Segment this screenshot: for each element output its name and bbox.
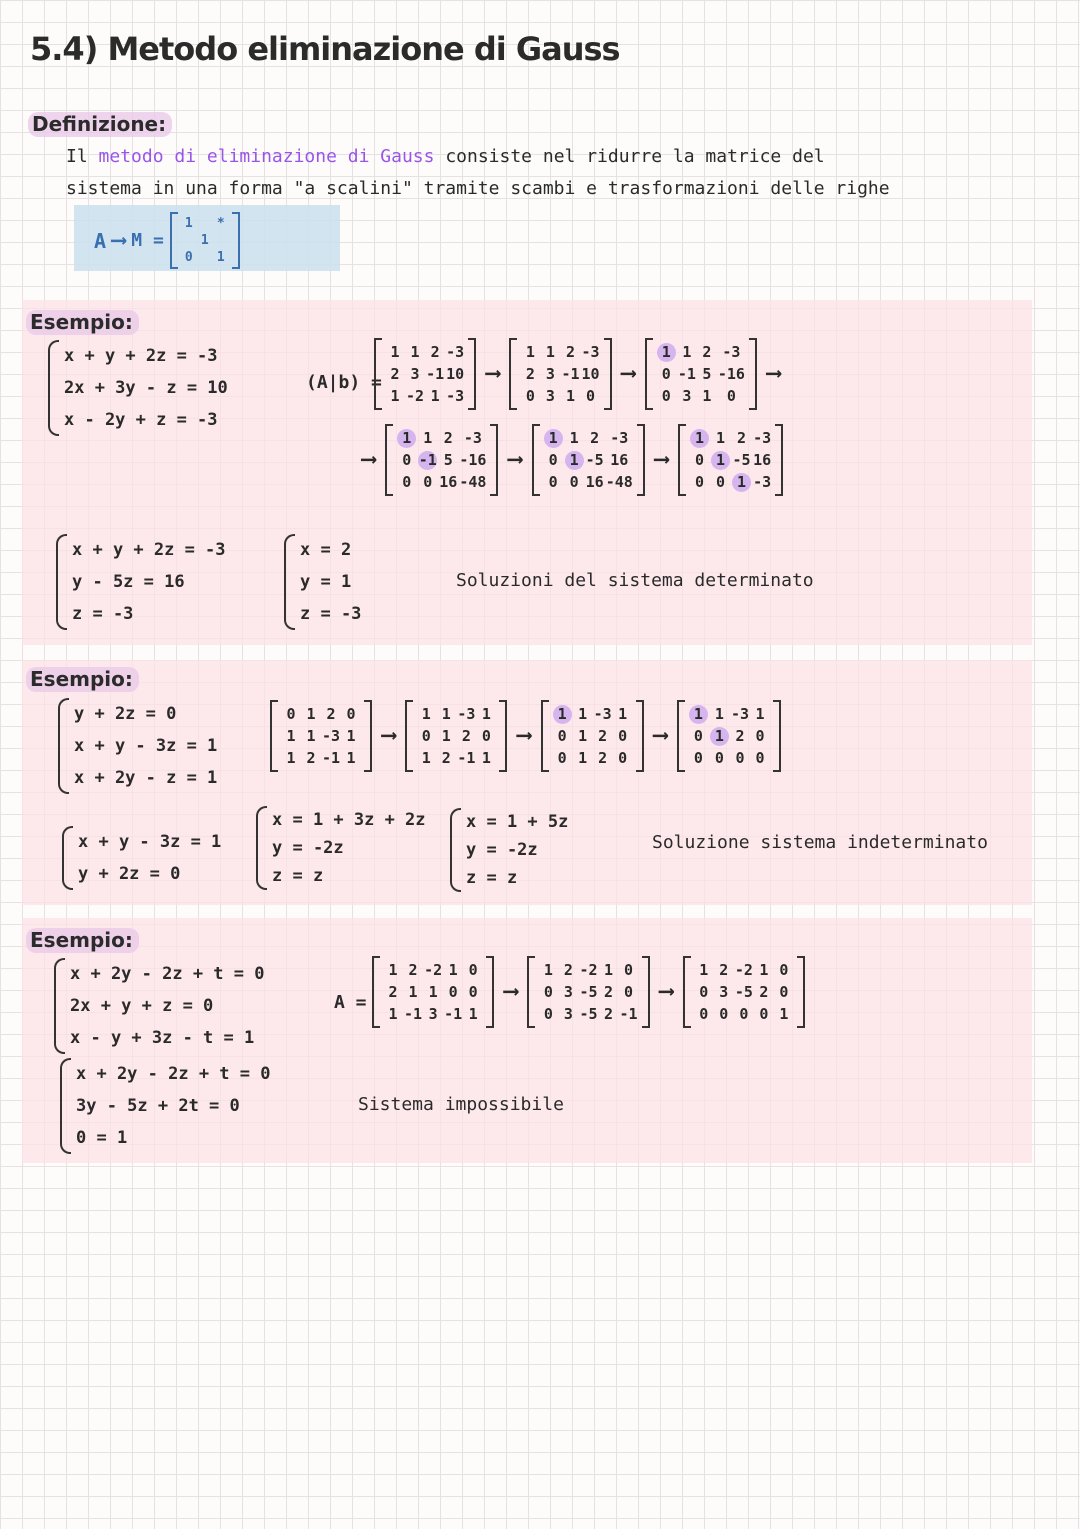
- example-2-matrix-1: [270, 700, 372, 772]
- matrix-bracket-right: [499, 700, 507, 772]
- matrix-cell: 0: [779, 961, 789, 979]
- matrix-cell: -3: [722, 343, 741, 361]
- matrix-cell: 1: [711, 449, 730, 471]
- matrix-cell: 1: [421, 705, 431, 723]
- example-2-matrix-4: [677, 700, 781, 772]
- matrix-cell: 1: [569, 429, 579, 447]
- example-2-param-system: [256, 806, 426, 890]
- matrix-cell: 0: [557, 749, 567, 767]
- equation: y = 1: [300, 572, 352, 592]
- matrix-cell: 0: [548, 451, 558, 469]
- example-2-matrix-2: [405, 700, 507, 772]
- equation: x - y + 3z - t = 1: [70, 1028, 255, 1048]
- matrix-cell: 0: [468, 983, 478, 1001]
- matrix-cell: -48: [605, 473, 633, 491]
- matrix-cell: 1: [410, 343, 420, 361]
- example-3-matrix-2: [527, 956, 649, 1028]
- matrix-cell: 16: [585, 473, 604, 491]
- matrix-cell: 1: [346, 727, 356, 745]
- matrix-cell: 0: [543, 983, 553, 1001]
- matrix-cell: 0: [755, 727, 765, 745]
- matrix-cell: 3: [682, 387, 692, 405]
- matrix-cell: -3: [463, 429, 482, 447]
- equation: x - 2y + z = -3: [64, 410, 218, 430]
- matrix-cell: -1: [426, 365, 445, 383]
- matrix-cell: -3: [593, 705, 612, 723]
- step-arrow: ⟶: [654, 447, 669, 472]
- step-arrow: ⟶: [382, 723, 396, 748]
- matrix-cell: 1: [397, 427, 416, 449]
- matrix-cell: 1: [408, 983, 418, 1001]
- schema-matrix: [170, 212, 240, 269]
- example-1-matrix-2: [509, 338, 611, 410]
- matrix-cell: 1: [306, 705, 316, 723]
- matrix-cell: 1: [441, 705, 451, 723]
- matrix-cell: -1: [322, 749, 341, 767]
- matrix-cell: 0: [557, 727, 567, 745]
- matrix-cell: 0: [726, 387, 736, 405]
- matrix-bracket-left: [509, 338, 517, 410]
- equation: y = -2z: [466, 840, 538, 860]
- matrix-cell: 0: [695, 473, 705, 491]
- matrix-cell: 0: [402, 451, 412, 469]
- matrix-cell: 1: [690, 427, 709, 449]
- matrix-cell: 0: [421, 727, 431, 745]
- matrix-bracket-left: [683, 956, 691, 1028]
- schema-m: M =: [131, 230, 164, 251]
- equation: y = -2z: [272, 838, 344, 858]
- matrix-cell: 0: [759, 1005, 769, 1023]
- matrix-cell: 0: [735, 749, 745, 767]
- example-1-solution: [284, 534, 361, 630]
- example-1-system: [48, 340, 228, 436]
- schema-a: A: [94, 228, 107, 253]
- matrix-cell: 2: [563, 961, 573, 979]
- matrix-cell: 3: [719, 983, 729, 1001]
- matrix-cell: 0: [714, 749, 724, 767]
- matrix-cell: 0: [346, 705, 356, 723]
- matrix-cell: 0: [693, 727, 703, 745]
- matrix-cell: 1: [184, 215, 193, 231]
- system-brace: [56, 534, 67, 630]
- system-brace: [62, 826, 73, 890]
- step-arrow: ⟶: [517, 723, 531, 748]
- matrix-cell: 0: [586, 387, 596, 405]
- matrix-bracket-left: [270, 700, 278, 772]
- matrix-cell: 3: [545, 387, 555, 405]
- system-brace: [54, 958, 65, 1054]
- matrix-cell: 0: [448, 983, 458, 1001]
- matrix-cell: 1: [565, 387, 575, 405]
- matrix-cell: -3: [581, 343, 600, 361]
- equation: 2x + 3y - z = 10: [64, 378, 228, 398]
- matrix-cell: 2: [388, 983, 398, 1001]
- matrix-cell: 2: [603, 983, 614, 1001]
- matrix-cell: 1: [755, 705, 765, 723]
- matrix-cell: 1: [390, 343, 400, 361]
- equation: x + y + 2z = -3: [72, 540, 226, 560]
- matrix-cell: -5: [732, 451, 751, 469]
- matrix-cell: 2: [598, 727, 608, 745]
- matrix-cell: 5: [702, 365, 712, 383]
- matrix-cell: 1: [716, 429, 726, 447]
- example-2-matrix-3: [541, 700, 644, 772]
- example-1-reduced-system: [56, 534, 226, 630]
- definition-line-2: sistema in una forma "a scalini" tramite scambi e trasformazioni delle righe: [66, 178, 890, 199]
- matrix-cell: 1: [441, 727, 451, 745]
- matrix-cell: -1: [418, 451, 437, 469]
- equation: z = z: [272, 866, 324, 886]
- matrix-cell: 2: [565, 343, 575, 361]
- example-1-matrix-4: [385, 424, 498, 496]
- matrix-cell: -5: [585, 451, 604, 469]
- matrix-cell: 2: [719, 961, 729, 979]
- matrix-cell: 1: [428, 983, 438, 1001]
- matrix-cell: 1: [689, 703, 708, 725]
- matrix-cell: 2: [461, 727, 471, 745]
- example-1-aug-label: (A|b) =: [306, 372, 382, 393]
- matrix-cell: 0: [618, 727, 628, 745]
- matrix-bracket-left: [532, 424, 540, 496]
- matrix-cell: 2: [735, 727, 745, 745]
- equation: x + y - 3z = 1: [74, 736, 218, 756]
- equation: x + y + 2z = -3: [64, 346, 218, 366]
- example-1-matrix-3: [645, 338, 757, 410]
- matrix-cell: 2: [737, 429, 747, 447]
- matrix-cell: -3: [610, 429, 629, 447]
- example-2-reduced-system: [62, 826, 221, 890]
- matrix-cell: 1: [481, 705, 491, 723]
- matrix-cell: 1: [346, 749, 356, 767]
- matrix-cell: -3: [446, 343, 465, 361]
- matrix-cell: 10: [581, 365, 600, 383]
- matrix-cell: 1: [578, 727, 588, 745]
- equation: 3y - 5z + 2t = 0: [76, 1096, 240, 1116]
- matrix-cell: -1: [677, 365, 696, 383]
- matrix-bracket-left: [405, 700, 413, 772]
- matrix-cell: -5: [579, 1005, 598, 1023]
- matrix-cell: 0: [779, 983, 789, 1001]
- matrix-cell: 1: [545, 343, 555, 361]
- definition-line-1: [66, 146, 825, 167]
- system-brace: [256, 806, 267, 890]
- matrix-cell: 1: [714, 705, 724, 723]
- example-3-heading: Esempio:: [26, 928, 139, 953]
- matrix-cell: [182, 232, 196, 249]
- matrix-cell: 0: [719, 1005, 729, 1023]
- matrix-cell: 0: [423, 473, 433, 491]
- example-3-system: [54, 958, 264, 1054]
- equation: y - 5z = 16: [72, 572, 185, 592]
- matrix-bracket-right: [468, 338, 476, 410]
- example-3-matrix-1: [372, 956, 494, 1028]
- matrix-cell: 0: [481, 727, 491, 745]
- example-1-row-1: [374, 338, 780, 410]
- system-brace: [48, 340, 59, 436]
- matrix-cell: 0: [468, 961, 478, 979]
- matrix-cell: -1: [457, 749, 476, 767]
- matrix-cell: 1: [423, 429, 433, 447]
- matrix-cell: 1: [657, 341, 676, 363]
- matrix-cell: 10: [446, 365, 465, 383]
- matrix-cell: -2: [734, 961, 753, 979]
- matrix-bracket-right: [636, 700, 644, 772]
- matrix-cell: [198, 249, 212, 266]
- matrix-cell: -1: [561, 365, 580, 383]
- example-2-system: [58, 698, 217, 794]
- matrix-cell: 0: [184, 249, 193, 265]
- example-3-row: [372, 956, 805, 1028]
- matrix-cell: 0: [402, 473, 412, 491]
- matrix-cell: 3: [428, 1005, 438, 1023]
- definition-rest: consiste nel ridurre la matrice del: [445, 146, 825, 167]
- matrix-bracket-right: [749, 338, 757, 410]
- matrix-bracket-left: [677, 700, 685, 772]
- page-title: 5.4) Metodo eliminazione di Gauss: [30, 30, 620, 68]
- equation: z = -3: [300, 604, 362, 624]
- matrix-cell: 1: [525, 343, 535, 361]
- matrix-cell: 2: [430, 343, 440, 361]
- matrix-cell: 1: [306, 727, 316, 745]
- matrix-cell: 0: [699, 983, 709, 1001]
- definition-schema: [94, 212, 240, 269]
- equation: 2x + y + z = 0: [70, 996, 214, 1016]
- matrix-cell: -5: [734, 983, 753, 1001]
- matrix-cell: 0: [693, 749, 703, 767]
- step-arrow: ⟶: [621, 361, 635, 386]
- matrix-cell: 1: [732, 471, 751, 493]
- system-brace: [284, 534, 295, 630]
- matrix-cell: 3: [410, 365, 420, 383]
- matrix-cell: 2: [408, 961, 418, 979]
- matrix-cell: 16: [753, 451, 772, 469]
- matrix-bracket-left: [527, 956, 535, 1028]
- matrix-cell: 3: [563, 1005, 573, 1023]
- example-2-solution: [450, 808, 568, 892]
- step-arrow: ⟶: [486, 361, 500, 386]
- matrix-bracket-right: [604, 338, 612, 410]
- matrix-cell: 1: [543, 961, 553, 979]
- matrix-cell: 0: [548, 473, 558, 491]
- example-1-matrix-1: [374, 338, 476, 410]
- matrix-cell: -1: [404, 1005, 423, 1023]
- step-arrow: ⟶: [766, 361, 781, 386]
- matrix-cell: 2: [525, 365, 535, 383]
- matrix-bracket-left: [645, 338, 653, 410]
- equation: z = -3: [72, 604, 134, 624]
- matrix-cell: 0: [286, 705, 296, 723]
- example-2-note: Soluzione sistema indeterminato: [652, 832, 988, 853]
- matrix-cell: 5: [443, 451, 453, 469]
- matrix-cell: -3: [753, 473, 772, 491]
- matrix-cell: 0: [755, 749, 765, 767]
- matrix-cell: 2: [702, 343, 712, 361]
- matrix-cell: 1: [553, 703, 572, 725]
- matrix-cell: -48: [459, 473, 487, 491]
- matrix-cell: 2: [759, 983, 769, 1001]
- matrix-bracket-left: [385, 424, 393, 496]
- matrix-cell: 1: [578, 705, 588, 723]
- example-3-matrix-label: A =: [334, 992, 367, 1013]
- matrix-cell: 1: [699, 961, 709, 979]
- step-arrow: ⟶: [653, 723, 667, 748]
- matrix-bracket-left: [541, 700, 549, 772]
- matrix-bracket-right: [797, 956, 805, 1028]
- matrix-cell: 0: [699, 1005, 709, 1023]
- equation: z = z: [466, 868, 518, 888]
- matrix-cell: 1: [618, 705, 628, 723]
- matrix-cell: 1: [388, 961, 398, 979]
- equation: x = 1 + 3z + 2z: [272, 810, 426, 830]
- matrix-bracket-right: [486, 956, 494, 1028]
- step-arrow: ⟶: [362, 447, 376, 472]
- matrix-cell: 1: [286, 727, 296, 745]
- matrix-bracket-left: [170, 212, 178, 269]
- matrix-bracket-left: [374, 338, 382, 410]
- matrix-cell: 0: [695, 451, 705, 469]
- matrix-bracket-right: [642, 956, 650, 1028]
- step-arrow: ⟶: [659, 979, 673, 1004]
- matrix-cell: 2: [443, 429, 453, 447]
- equation: y + 2z = 0: [74, 704, 177, 724]
- matrix-cell: -2: [406, 387, 425, 405]
- matrix-cell: 0: [569, 473, 579, 491]
- matrix-cell: 2: [326, 705, 336, 723]
- matrix-cell: 1: [565, 449, 584, 471]
- matrix-bracket-right: [232, 212, 240, 269]
- matrix-cell: 0: [716, 473, 726, 491]
- matrix-cell: 2: [306, 749, 316, 767]
- matrix-cell: 1: [710, 725, 729, 747]
- matrix-cell: 1: [430, 387, 440, 405]
- equation: x + 2y - 2z + t = 0: [70, 964, 265, 984]
- equation: x + 2y - 2z + t = 0: [76, 1064, 271, 1084]
- step-arrow: ⟶: [508, 447, 522, 472]
- definition-highlight: metodo di eliminazione di Gauss: [98, 146, 435, 167]
- step-arrow: ⟶: [504, 979, 518, 1004]
- matrix-cell: 1: [448, 961, 458, 979]
- example-2-row: [270, 700, 781, 772]
- matrix-cell: [214, 232, 228, 249]
- example-1-matrix-6: [678, 424, 783, 496]
- example-3-note: Sistema impossibile: [358, 1094, 564, 1115]
- matrix-cell: 1: [759, 961, 769, 979]
- matrix-cell: 0: [661, 387, 671, 405]
- example-1-heading: Esempio:: [26, 310, 139, 335]
- matrix-cell: *: [216, 215, 225, 231]
- matrix-cell: -5: [579, 983, 598, 1001]
- matrix-cell: 3: [563, 983, 573, 1001]
- matrix-cell: 2: [603, 1005, 614, 1023]
- matrix-cell: -1: [444, 1005, 463, 1023]
- matrix-cell: 1: [421, 749, 431, 767]
- system-brace: [450, 808, 461, 892]
- matrix-cell: 1: [603, 961, 614, 979]
- definition-prefix: Il: [66, 146, 88, 167]
- matrix-cell: -3: [322, 727, 341, 745]
- matrix-cell: 2: [441, 749, 451, 767]
- equation: x = 2: [300, 540, 352, 560]
- matrix-cell: -2: [579, 961, 598, 979]
- matrix-cell: 1: [779, 1005, 789, 1023]
- matrix-bracket-left: [372, 956, 380, 1028]
- matrix-bracket-right: [490, 424, 498, 496]
- system-brace: [58, 698, 69, 794]
- matrix-cell: -1: [619, 1005, 638, 1023]
- matrix-cell: 2: [590, 429, 600, 447]
- matrix-cell: 1: [682, 343, 692, 361]
- matrix-cell: 0: [543, 1005, 553, 1023]
- matrix-cell: 0: [525, 387, 535, 405]
- matrix-cell: 16: [610, 451, 629, 469]
- matrix-cell: 3: [545, 365, 555, 383]
- matrix-cell: 1: [702, 387, 712, 405]
- example-1-matrix-5: [532, 424, 645, 496]
- matrix-cell: 0: [661, 365, 671, 383]
- matrix-cell: -2: [424, 961, 443, 979]
- matrix-cell: 2: [390, 365, 400, 383]
- example-3-reduced-system: [60, 1058, 270, 1154]
- matrix-cell: 2: [598, 749, 608, 767]
- matrix-cell: -16: [717, 365, 745, 383]
- example-3-matrix-3: [683, 956, 805, 1028]
- example-1-note: Soluzioni del sistema determinato: [456, 570, 814, 591]
- matrix-cell: -3: [730, 705, 749, 723]
- matrix-cell: 0: [739, 1005, 749, 1023]
- matrix-cell: 1: [216, 249, 225, 265]
- system-brace: [60, 1058, 71, 1154]
- equation: x + 2y - z = 1: [74, 768, 218, 788]
- matrix-bracket-right: [775, 424, 783, 496]
- matrix-bracket-right: [637, 424, 645, 496]
- equation: x = 1 + 5z: [466, 812, 569, 832]
- matrix-cell: [198, 215, 212, 232]
- matrix-cell: 1: [390, 387, 400, 405]
- matrix-cell: -3: [446, 387, 465, 405]
- matrix-cell: -3: [457, 705, 476, 723]
- equation: 0 = 1: [76, 1128, 128, 1148]
- matrix-cell: 0: [624, 961, 634, 979]
- example-1-row-2: [362, 424, 783, 496]
- equation: x + y - 3z = 1: [78, 832, 222, 852]
- matrix-cell: 1: [468, 1005, 478, 1023]
- matrix-bracket-right: [364, 700, 372, 772]
- matrix-cell: 1: [200, 232, 209, 248]
- example-2-heading: Esempio:: [26, 667, 139, 692]
- matrix-cell: 1: [481, 749, 491, 767]
- matrix-cell: 16: [439, 473, 458, 491]
- matrix-cell: 0: [624, 983, 634, 1001]
- matrix-bracket-right: [773, 700, 781, 772]
- matrix-cell: -3: [753, 429, 772, 447]
- matrix-cell: -16: [459, 451, 487, 469]
- matrix-cell: 1: [286, 749, 296, 767]
- matrix-cell: 1: [578, 749, 588, 767]
- matrix-cell: 1: [544, 427, 563, 449]
- matrix-bracket-left: [678, 424, 686, 496]
- equation: y + 2z = 0: [78, 864, 181, 884]
- definition-heading: Definizione:: [28, 112, 172, 137]
- schema-arrow: ⟶: [112, 227, 126, 253]
- matrix-cell: 0: [618, 749, 628, 767]
- matrix-cell: 1: [388, 1005, 398, 1023]
